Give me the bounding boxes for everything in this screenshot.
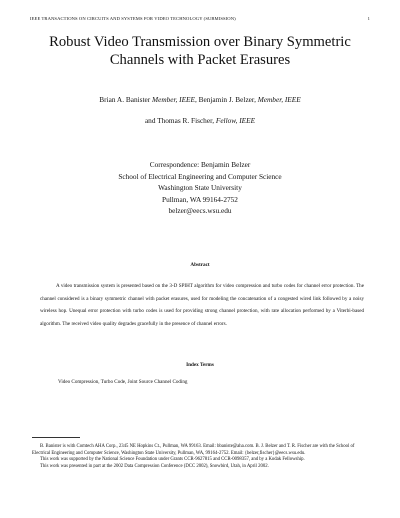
author-3-prefix: and Thomas R. Fischer,: [144, 116, 215, 125]
abstract-text: A video transmission system is presented based on the 3-D SPIHT algorithm for video compression and turbo codes for channel error protection. The channel considered is a binary symmetric channel with packet erasures, used for modeling the concatenation of a congested wired link followed by a noisy wireless hop. Unequal error protection with turbo codes is used for providing strong channel protection, with rate allocation performed by a Viterbi-based algorithm. The received video quality degrades gracefully in the presence of channel errors.: [40, 283, 364, 328]
footnote-rule: [32, 437, 80, 438]
index-terms-text: Video Compression, Turbo Code, Joint Source Channel Coding: [58, 379, 188, 385]
author-1-name: Brian A. Banister: [99, 95, 151, 104]
correspondence-school: School of Electrical Engineering and Computer Science: [118, 171, 282, 181]
footnote-affiliations: B. Banister is with Comtech AHA Corp., 2345 NE Hopkins Ct., Pullman, WA 99163. Email: bbaniste@aha.com. B. J. Belzer and T. R. Fischer are with the School of Electrical Engineering and Computer Science, Washington State University, Pullman, WA, 99164-2752. Email: {belzer,fischer}@eecs.wsu.edu.: [32, 444, 355, 456]
correspondence-email: belzer@eecs.wsu.edu: [168, 206, 232, 215]
footnotes: [32, 444, 370, 470]
author-line-1: Brian A. Banister Member, IEEE, Benjamin J. Belzer, Member, IEEE: [99, 95, 301, 104]
page-number: 1: [367, 16, 370, 21]
abstract-heading: Abstract: [190, 262, 210, 268]
author-2-role: Member, IEEE: [257, 95, 301, 104]
paper-title: [0, 33, 400, 69]
author-2-name: Benjamin J. Belzer: [198, 95, 255, 104]
journal-name: IEEE TRANSACTIONS ON CIRCUITS AND SYSTEMS FOR VIDEO TECHNOLOGY (SUBMISSION): [30, 16, 236, 21]
title-line-1: Robust Video Transmission over Binary Symmetric: [49, 34, 351, 50]
correspondence-university: Washington State University: [158, 183, 242, 192]
author-1-role: Member, IEEE: [152, 95, 195, 104]
correspondence-block: [0, 159, 400, 217]
footnote-funding: This work was supported by the National Science Foundation under Grants CCR-9627815 and CCR-0098357, and by a Kodak Fellowship.: [40, 457, 305, 462]
author-3-role: Fellow, IEEE: [215, 116, 256, 125]
index-terms-heading: Index Terms: [186, 362, 214, 368]
correspondence-city: Pullman, WA 99164-2752: [162, 194, 238, 204]
running-head: [30, 16, 370, 21]
author-line-2: [0, 116, 400, 125]
footnote-presentation: This work was presented in part at the 2002 Data Compression Conference (DCC 2002), Snowbird, Utah, in April 2002.: [40, 463, 269, 469]
correspondence-label: Correspondence: Benjamin Belzer: [149, 160, 251, 169]
title-line-2: Channels with Packet Erasures: [109, 52, 291, 68]
